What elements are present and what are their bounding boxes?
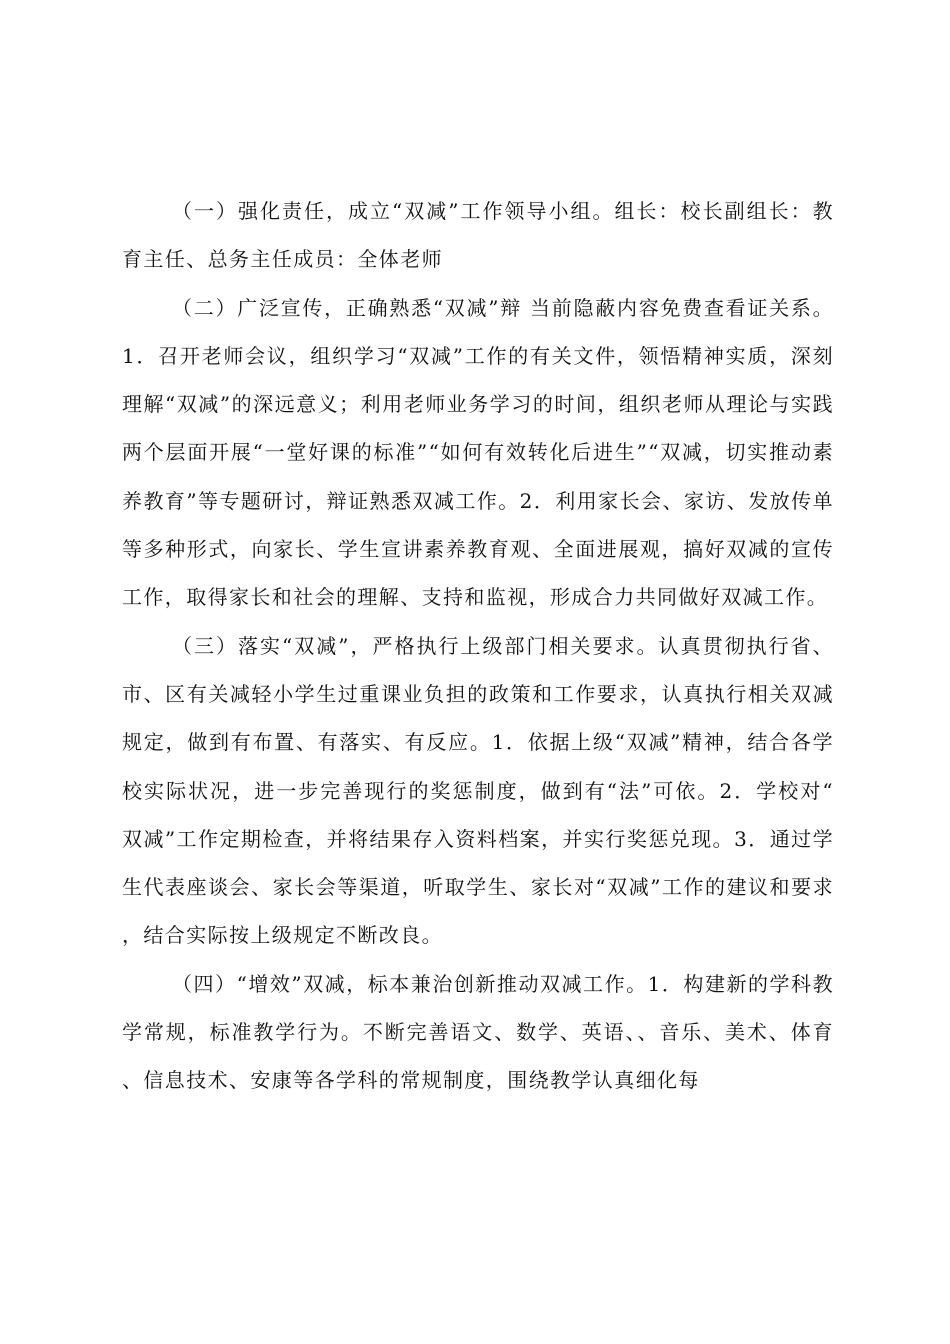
document-body [122, 187, 834, 1105]
paragraph-3: （三）落实“双减”，严格执行上级部门相关要求。认真贯彻执行省、市、区有关减轻小学生过重课业负担的政策和工作要求，认真执行相关双减规定，做到有布置、有落实、有反应。1．依据上级“双减”精神，结合各学校实际状况，进一步完善现行的奖惩制度，做到有“法”可依。2．学校对“双减”工作定期检查，并将结果存入资料档案，并实行奖惩兑现。3．通过学生代表座谈会、家长会等渠道，听取学生、家长对“双减”工作的建议和要求，结合实际按上级规定不断改良。 [122, 633, 834, 948]
paragraph-4: （四）“增效”双减，标本兼治创新推动双减工作。1．构建新的学科教学常规，标准教学行为。不断完善语文、数学、英语、、音乐、美术、体育、信息技术、安康等各学科的常规制度，围绕教学认真细化每 [122, 971, 834, 1093]
paragraph-2: （二）广泛宣传，正确熟悉“双减”辩 当前隐蔽内容免费查看证关系。1．召开老师会议，组织学习“双减”工作的有关文件，领悟精神实质，深刻理解“双减”的深远意义；利用老师业务学习的时间，组织老师从理论与实践两个层面开展“一堂好课的标准”“如何有效转化后进生”“双减，切实推动素养教育”等专题研讨，辩证熟悉双减工作。2．利用家长会、家访、发放传单等多种形式，向家长、学生宣讲素养教育观、全面进展观，搞好双减的宣传工作，取得家长和社会的理解、支持和监视，形成合力共同做好双减工作。 [122, 295, 834, 610]
paragraph-1: （一）强化责任，成立“双减”工作领导小组。组长：校长副组长：教育主任、总务主任成员：全体老师 [122, 199, 834, 272]
